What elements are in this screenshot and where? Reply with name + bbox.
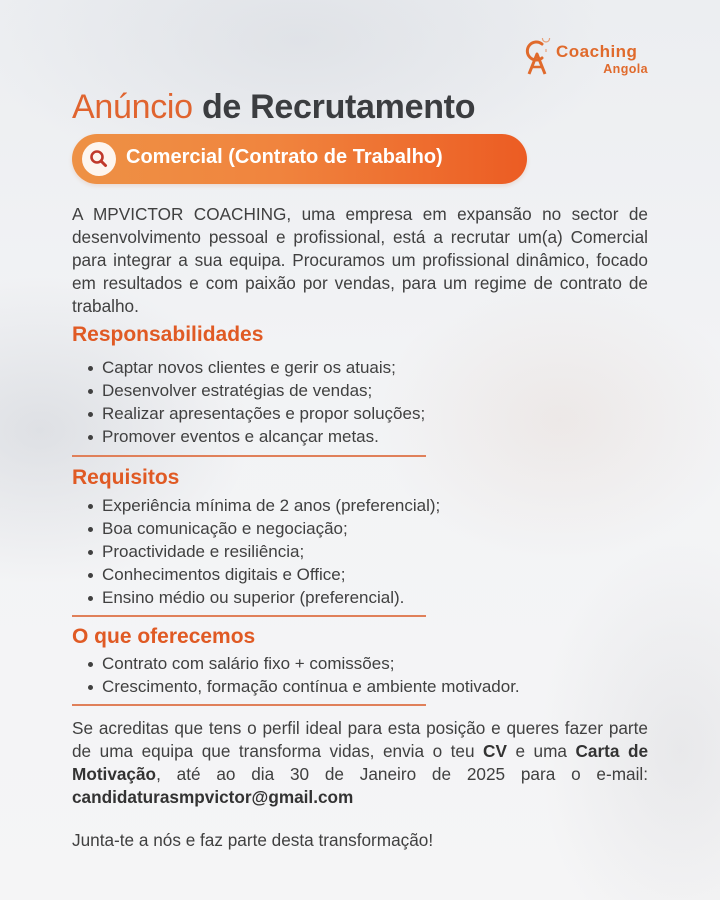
list-item: Boa comunicação e negociação; [86, 517, 440, 540]
divider [72, 704, 426, 706]
signoff-text: Junta-te a nós e faz parte desta transformação! [72, 830, 434, 850]
divider [72, 615, 426, 617]
list-item: Experiência mínima de 2 anos (preferencial); [86, 494, 440, 517]
page-title [72, 88, 475, 127]
list-item: Promover eventos e alcançar metas. [86, 425, 425, 448]
title-bold: de Recrutamento [201, 88, 476, 126]
contact-email-link[interactable]: candidaturasmpvictor@gmail.com [72, 787, 354, 807]
list-item: Ensino médio ou superior (preferencial). [86, 586, 440, 609]
section-title-responsibilities: Responsabilidades [72, 323, 264, 346]
closing-paragraph [72, 717, 648, 809]
section-title-requirements: Requisitos [72, 466, 180, 489]
divider [72, 455, 426, 457]
responsibilities-list [86, 356, 425, 448]
requirements-list [86, 494, 440, 609]
list-item: Contrato com salário fixo + comissões; [86, 652, 520, 675]
intro-paragraph: A MPVICTOR COACHING, uma empresa em expansão no sector de desenvolvimento pessoal e profissional, está a recrutar um(a) Comercial para integrar a sua equipa. Procuramos um profissional dinâmico, focado em resultados e com paixão por vendas, para um regime de contrato de trabalho. [72, 204, 648, 316]
brand-subname: Angola [603, 62, 648, 76]
coaching-angola-logo [524, 38, 654, 78]
list-item: Realizar apresentações e propor soluções; [86, 402, 425, 425]
closing-text: Se acreditas que tens o perfil ideal para esta posição e queres fazer parte de uma equipa que transforma vidas, envia o teu [72, 718, 648, 761]
section-title-offer: O que oferecemos [72, 625, 256, 648]
list-item: Conhecimentos digitais e Office; [86, 563, 440, 586]
logo-ca-icon [524, 38, 552, 76]
list-item: Captar novos clientes e gerir os atuais; [86, 356, 425, 379]
cv-label: CV [483, 741, 507, 761]
motivation-letter-label: Carta de Motivação [72, 741, 648, 784]
brand-name: Coaching [556, 42, 638, 61]
closing-text: , até ao dia 30 de Janeiro de 2025 para o e-mail: [156, 764, 648, 784]
list-item: Proactividade e resiliência; [86, 540, 440, 563]
offer-list [86, 652, 520, 698]
title-light: Anúncio [72, 88, 193, 126]
list-item: Desenvolver estratégias de vendas; [86, 379, 425, 402]
list-item: Crescimento, formação contínua e ambiente motivador. [86, 675, 520, 698]
position-title: Comercial (Contrato de Trabalho) [126, 146, 443, 168]
position-banner [72, 134, 527, 184]
closing-text: e uma [506, 741, 576, 761]
search-icon [82, 142, 116, 176]
